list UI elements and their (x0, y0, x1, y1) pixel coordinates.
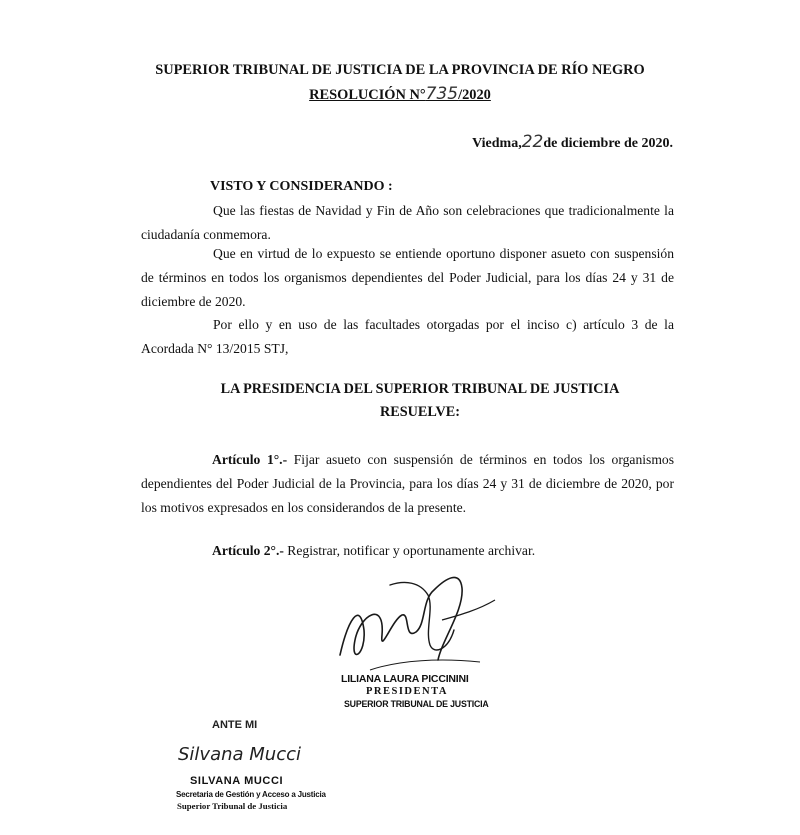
visto-paragraph-1: Que las fiestas de Navidad y Fin de Año son celebraciones que tradicionalmente la ciudadanía conmemora. (141, 203, 674, 242)
signature-mucci-name: SILVANA MUCCI (190, 775, 284, 787)
resolution-prefix: RESOLUCIÓN N° (309, 87, 426, 103)
signature-presidenta-scribble (330, 560, 510, 680)
signature-presidenta-body: SUPERIOR TRIBUNAL DE JUSTICIA (344, 699, 489, 709)
article-1-label: Artículo 1°.- (212, 452, 288, 467)
date-rest: de diciembre de 2020. (543, 136, 673, 151)
date-day-handwritten: 22 (521, 132, 544, 152)
resuelve-heading: RESUELVE: (380, 404, 460, 420)
visto-paragraph-2: Que en virtud de lo expuesto se entiende oportuno disponer asueto con suspensión de términos en todos los organismos dependientes del Poder Judicial, para los días 24 y 31 de diciembre de 2020. (141, 246, 674, 309)
visto-paragraph-3: Por ello y en uso de las facultades otorgadas por el inciso c) artículo 3 de la Acordada N° 13/2015 STJ, (141, 317, 674, 356)
resolution-number-handwritten: 735 (425, 84, 459, 104)
resolution-number-line (0, 84, 800, 104)
signature-mucci-role: Secretaria de Gestión y Acceso a Justicia (176, 790, 326, 799)
institution-title: SUPERIOR TRIBUNAL DE JUSTICIA DE LA PROVINCIA DE RÍO NEGRO (155, 62, 645, 78)
signature-presidenta-role: PRESIDENTA (366, 686, 448, 697)
date-line (472, 132, 673, 152)
signature-mucci-body: Superior Tribunal de Justicia (177, 801, 288, 811)
visto-heading: VISTO Y CONSIDERANDO : (210, 179, 393, 194)
presidency-heading: LA PRESIDENCIA DEL SUPERIOR TRIBUNAL DE JUSTICIA (220, 381, 620, 397)
signature-mucci-handwriting: Silvana Mucci (178, 744, 302, 765)
resolution-year: /2020 (458, 87, 491, 103)
article-2-label: Artículo 2°.- (212, 543, 284, 558)
date-city: Viedma, (472, 136, 522, 151)
article-1-text: Fijar asueto con suspensión de términos en todos los organismos dependientes del Poder Judicial de la Provincia, para los días 24 y 31 de diciembre de 2020, por los motivos expresados en los considerandos de la presente. (141, 452, 674, 515)
ante-mi-label: ANTE MI (212, 719, 258, 731)
article-2-text: Registrar, notificar y oportunamente archivar. (287, 543, 536, 558)
signature-presidenta-name: LILIANA LAURA PICCININI (341, 673, 469, 685)
article-1 (141, 448, 674, 520)
